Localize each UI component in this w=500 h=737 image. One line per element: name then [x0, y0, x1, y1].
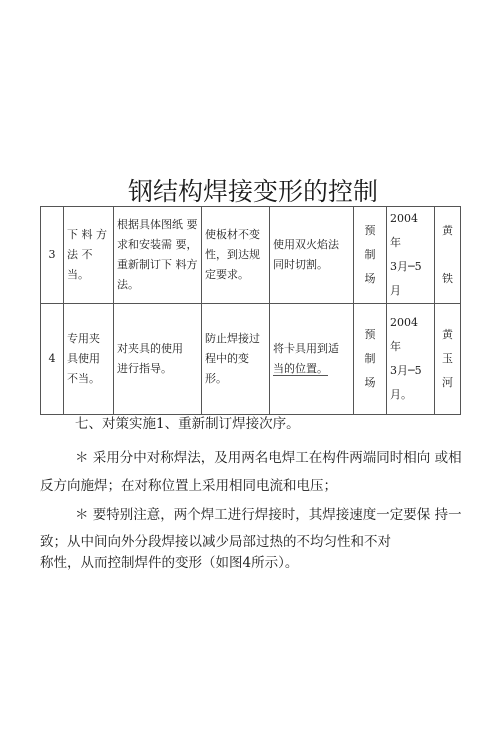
table-row [41, 304, 461, 415]
paragraph-line: ＊ 要特别注意，两个焊工进行焊接时，其焊接速度一定要保 持一 [75, 507, 462, 523]
person-cell: 黄 玉 河 [435, 304, 461, 415]
location-cell: 预 制 场 [354, 304, 387, 415]
table-row [41, 207, 461, 304]
paragraph-line: 致；从中间向外分段焊接以减少局部过热的不均匀性和不对 [40, 534, 391, 550]
problem-cause: 专用夹 具使用 不当。 [64, 304, 114, 415]
measure-cell [270, 304, 354, 415]
measure-line: 当的位置。 [273, 362, 328, 375]
document-title: 钢结构焊接变形的控制 [128, 177, 379, 206]
countermeasure-table [40, 206, 461, 415]
analysis-cell: 根据具体图纸 要 求和安装需 要， 重新制订下 料方 法。 [114, 207, 202, 304]
analysis-cell: 对夹具的使用 进行指导。 [114, 304, 202, 415]
location-cell: 预 制 场 [354, 207, 387, 304]
problem-cause: 下 料 方 法 不 当。 [64, 207, 114, 304]
measure-line: 将卡具用到适 [273, 342, 339, 355]
date-cell: 2004 年 3月─5 月。 [387, 304, 435, 415]
paragraph-line: ＊ 采用分中对称焊法，及用两名电焊工在构件两端同时相向 或相 [75, 450, 462, 466]
paragraph-line: 称性，从而控制焊件的变形（如图4所示）。 [40, 555, 299, 571]
person-cell: 黄 铁 [435, 207, 461, 304]
section-heading: 七、对策实施1、重新制订焊接次序。 [75, 416, 300, 432]
item-number: 3 [41, 207, 64, 304]
goal-cell: 防止焊接过 程中的变形。 [202, 304, 270, 415]
paragraph-line: 反方向施焊；在对称位置上采用相同电流和电压； [40, 478, 337, 494]
goal-cell: 使板材不变 性，到达规 定要求。 [202, 207, 270, 304]
item-number: 4 [41, 304, 64, 415]
date-cell: 2004 年 3月─5 月 [387, 207, 435, 304]
measure-cell: 使用双火焰法 同时切割。 [270, 207, 354, 304]
